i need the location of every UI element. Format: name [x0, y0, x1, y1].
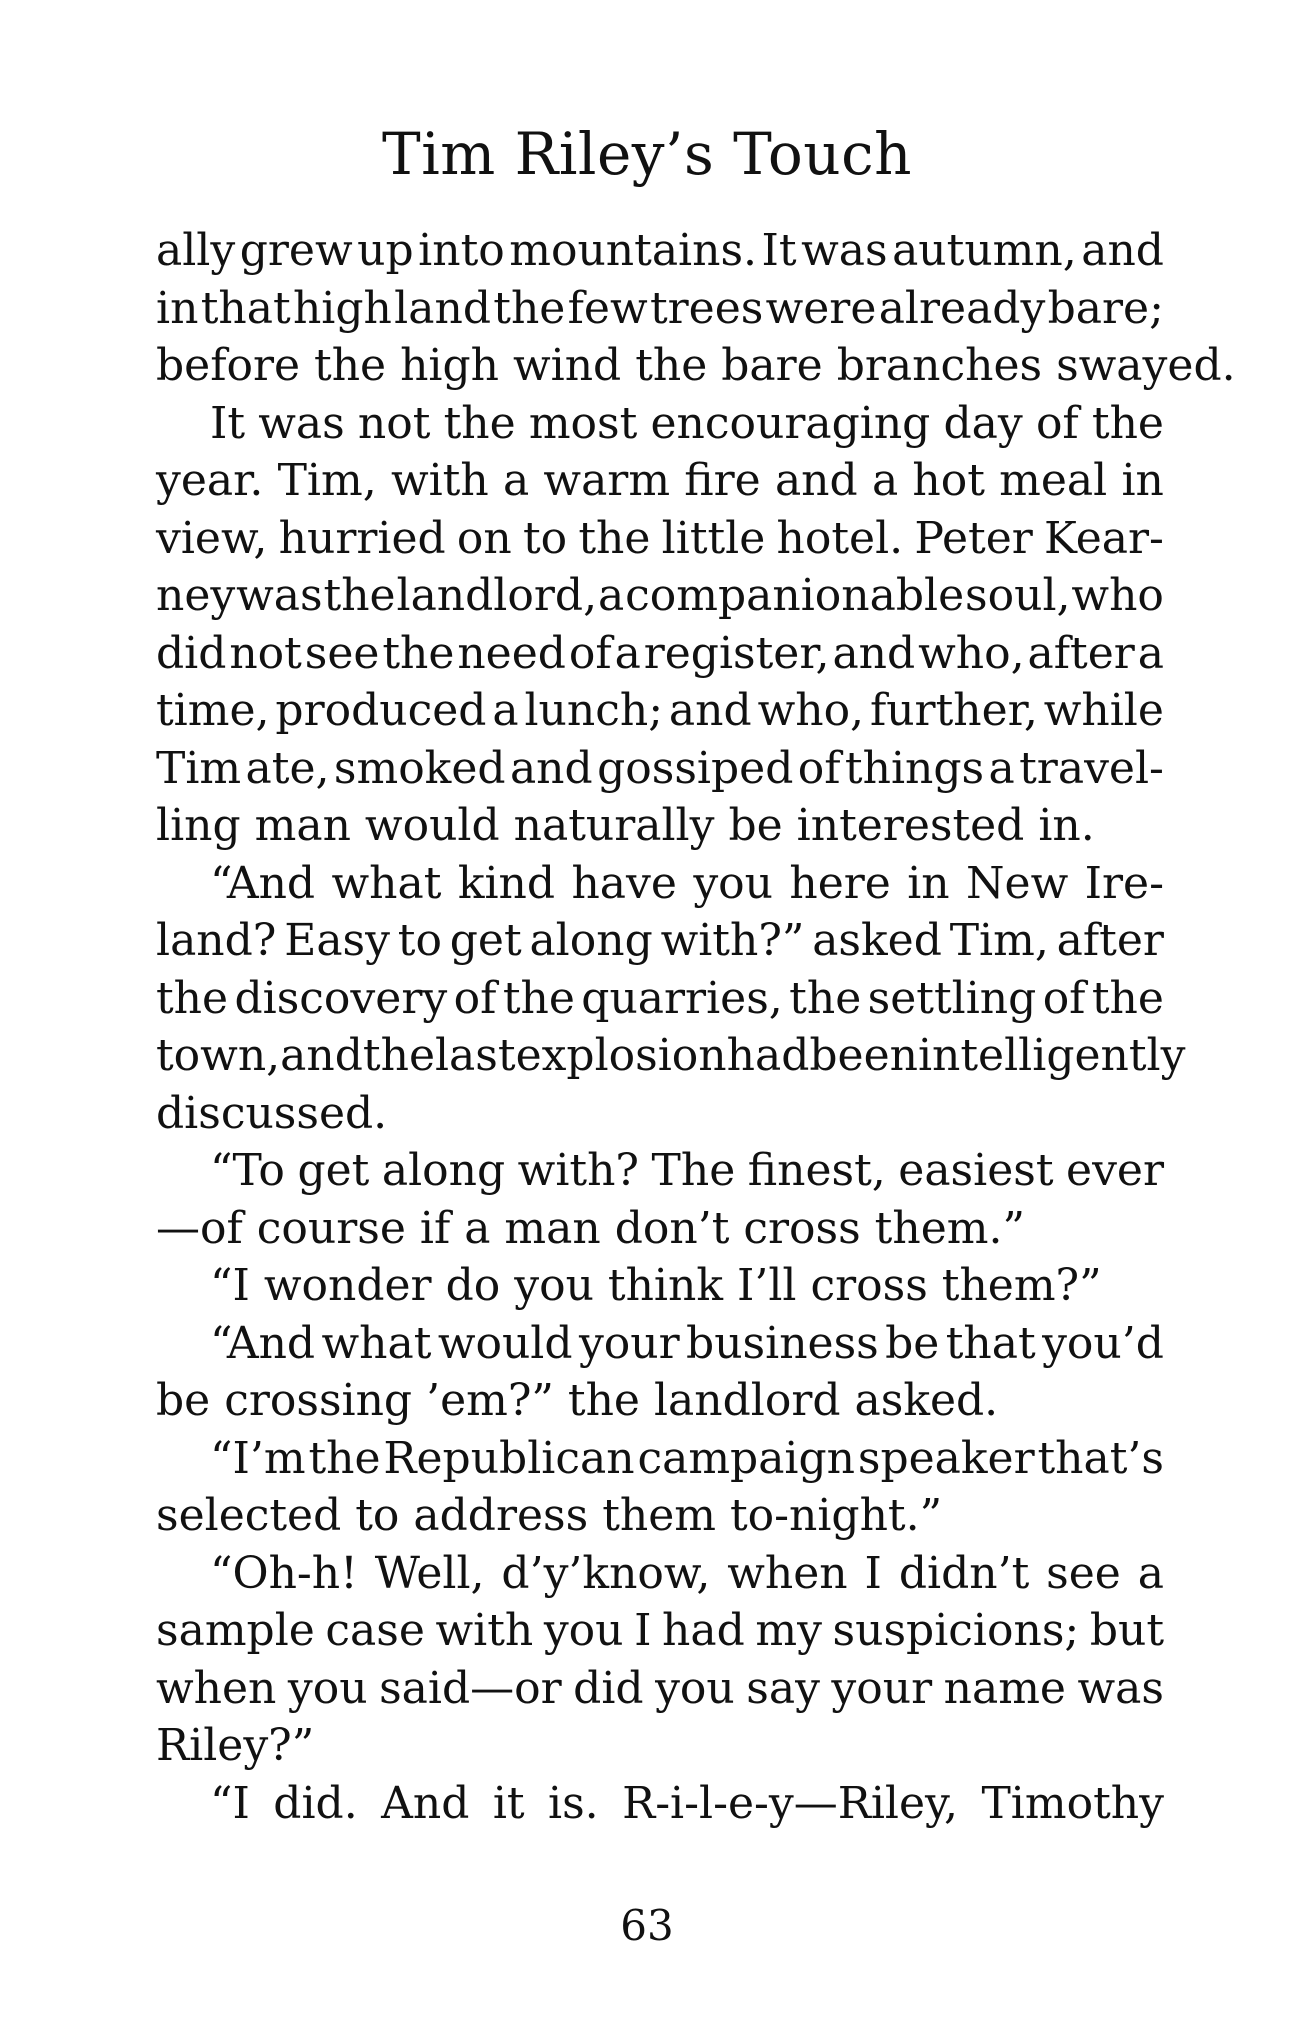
text-line [156, 567, 1164, 625]
text-line [156, 1430, 1164, 1488]
text-line [156, 912, 1164, 970]
word: ever [1066, 1145, 1164, 1196]
word: when [156, 1662, 277, 1714]
word: the [156, 972, 229, 1024]
word: encouraging [650, 397, 931, 449]
word: and [832, 627, 916, 679]
word: of [568, 627, 612, 679]
word: trees [649, 282, 764, 334]
word: kind [457, 857, 556, 909]
word: with? [517, 1145, 640, 1196]
word: ate, [245, 742, 330, 794]
text-line [156, 1660, 1164, 1718]
text-line: discussed. [156, 1087, 388, 1139]
word: d’y’know, [501, 1547, 711, 1599]
word: but [1089, 1605, 1164, 1656]
word: who, [757, 685, 865, 736]
word: didn’t [898, 1547, 1030, 1599]
word: is. [548, 1777, 599, 1829]
word: of [1042, 972, 1086, 1024]
word: intelligently [917, 1030, 1186, 1081]
word: And [381, 1777, 470, 1829]
word: in [907, 857, 950, 909]
running-header: Tim Riley’s Touch [382, 120, 912, 188]
word: in [156, 282, 199, 334]
word: in [1121, 455, 1164, 506]
word: say [746, 1662, 820, 1714]
text-line: ling man would naturally be interested in. [156, 800, 1095, 851]
word: little [661, 512, 766, 564]
word: a [1137, 627, 1164, 679]
word: with [390, 455, 489, 506]
word: travel- [1019, 742, 1164, 794]
word: “Oh-h! [210, 1547, 358, 1599]
word: Timothy [981, 1777, 1164, 1829]
word: hurried [278, 512, 446, 564]
word: finest, [747, 1145, 886, 1196]
word: ney [156, 570, 236, 621]
word: it [492, 1777, 525, 1829]
word: a [502, 455, 530, 506]
word: of [797, 742, 841, 794]
word: have [571, 857, 677, 909]
word: what [331, 857, 442, 909]
word: produced [275, 685, 487, 736]
word: the [1091, 397, 1164, 449]
word: said—or [379, 1662, 562, 1714]
word: soul, [965, 570, 1071, 621]
word: who [1071, 570, 1164, 621]
word: Ire- [1084, 857, 1164, 909]
word: to [522, 512, 568, 564]
word: a [492, 685, 519, 736]
word: warm [543, 455, 671, 506]
word: time, [156, 685, 270, 736]
word: quarries, [581, 972, 783, 1024]
text-line [156, 510, 1164, 568]
word: most [528, 397, 638, 449]
word: “And [210, 857, 316, 909]
word: and [668, 685, 752, 736]
word: up [357, 225, 414, 276]
word: year. [156, 455, 264, 506]
word: sample [156, 1605, 315, 1656]
word: Republican [383, 1432, 635, 1484]
word: The [651, 1145, 736, 1196]
word: It [761, 225, 797, 276]
word: discovery [234, 972, 448, 1024]
word: would [437, 1317, 573, 1369]
word: the [323, 570, 396, 621]
body-text [156, 222, 1236, 1832]
word: that’s [1037, 1432, 1164, 1484]
word: mountains. [509, 225, 758, 276]
word: Well, [374, 1547, 485, 1599]
word: the [493, 282, 566, 334]
word: explosion [515, 1030, 727, 1081]
word: lunch; [524, 685, 664, 736]
word: “To [210, 1145, 285, 1196]
word: be [885, 1317, 940, 1369]
text-line [156, 1027, 1186, 1085]
word: what [321, 1317, 432, 1369]
word: landlord, [396, 570, 598, 621]
word: smoked [333, 742, 506, 794]
word: to [397, 915, 442, 966]
word: land [394, 282, 491, 334]
word: fire [684, 455, 761, 506]
word: you [655, 1662, 735, 1714]
word: few [567, 282, 648, 334]
word: meal [999, 455, 1108, 506]
word: after [1056, 915, 1164, 966]
word: already [878, 282, 1046, 334]
word: “I’m [210, 1432, 306, 1484]
word: asked [812, 915, 942, 966]
text-line: —of course if a man don’t cross them.” [156, 1202, 1025, 1254]
text-line [156, 452, 1164, 510]
word: a [614, 627, 641, 679]
word: not [229, 627, 302, 679]
word: when [727, 1547, 848, 1599]
text-line [156, 855, 1164, 913]
word: the [502, 972, 575, 1024]
word: Tim [156, 742, 242, 794]
word: autumn, [892, 225, 1077, 276]
word: of [453, 972, 497, 1024]
word: case [325, 1605, 425, 1656]
text-line: be crossing ’em?” the landlord asked. [156, 1375, 999, 1426]
word: business [686, 1317, 879, 1369]
word: last [434, 1030, 516, 1081]
word: had [662, 1605, 745, 1656]
word: high [292, 282, 392, 334]
word: did [156, 627, 227, 679]
word: Easy [284, 915, 390, 966]
word: a [1137, 1547, 1164, 1599]
word: your [831, 1662, 933, 1714]
word: town, [156, 1030, 281, 1081]
word: did. [273, 1777, 358, 1829]
word: “I [210, 1777, 250, 1829]
word: that [200, 282, 291, 334]
word: bare; [1047, 282, 1164, 334]
word: grew [239, 225, 353, 276]
word: while [1043, 685, 1164, 736]
word: did [573, 1662, 644, 1714]
text-line [156, 280, 1164, 338]
word: things [844, 742, 985, 794]
word: were [765, 282, 877, 334]
word: I [864, 1547, 882, 1599]
word: here [789, 857, 891, 909]
word: R-i-l-e-y—Riley, [622, 1777, 959, 1829]
word: on [456, 512, 512, 564]
word: ally [156, 225, 236, 276]
word: Tim, [277, 455, 377, 506]
word: you [543, 1605, 624, 1656]
word: campaign [637, 1432, 856, 1484]
word: register, [643, 627, 830, 679]
word: name [943, 1662, 1066, 1714]
text-line [156, 1775, 1164, 1833]
word: gossiped [597, 742, 794, 794]
word: a [871, 455, 899, 506]
word: the [382, 627, 455, 679]
text-line [156, 1142, 1164, 1200]
word: land? [156, 915, 277, 966]
text-line [156, 1602, 1164, 1660]
word: my [755, 1605, 822, 1656]
word: was [801, 225, 888, 276]
word: and [280, 1030, 363, 1081]
word: and [1081, 225, 1164, 276]
word: with [435, 1605, 534, 1656]
word: and [509, 742, 593, 794]
word: had [726, 1030, 810, 1081]
text-line: “I wonder do you think I’ll cross them?” [210, 1260, 1102, 1311]
word: the [443, 397, 516, 449]
word: you [693, 857, 773, 909]
text-line: selected to address them to-night.” [156, 1490, 943, 1541]
word: the [362, 1030, 435, 1081]
word: the [578, 512, 651, 564]
word: who, [918, 627, 1025, 679]
word: with?” [660, 915, 805, 966]
word: you’d [1042, 1317, 1164, 1369]
word: settling [867, 972, 1037, 1024]
word: hot [912, 455, 985, 506]
word: see [1046, 1547, 1121, 1599]
word: that [945, 1317, 1036, 1369]
word: was [258, 397, 345, 449]
word: not [357, 397, 431, 449]
word: easiest [898, 1145, 1054, 1196]
word: need [457, 627, 566, 679]
word: was [236, 570, 323, 621]
word: along [529, 915, 653, 966]
word: It [210, 397, 246, 449]
text-line [156, 395, 1164, 453]
word: I [634, 1605, 652, 1656]
text-line [156, 1545, 1164, 1603]
word: Kear- [1044, 512, 1164, 564]
word: day [943, 397, 1023, 449]
word: suspicions; [832, 1605, 1080, 1656]
word: been [809, 1030, 918, 1081]
word: a [988, 742, 1015, 794]
text-line [156, 970, 1164, 1028]
word: along [381, 1145, 506, 1196]
word: see [304, 627, 380, 679]
word: New [966, 857, 1069, 909]
word: and [774, 455, 858, 506]
word: into [418, 225, 505, 276]
word: your [578, 1317, 680, 1369]
text-line [156, 1315, 1164, 1373]
word: the [789, 972, 862, 1024]
word: a [597, 570, 625, 621]
word: speaker [857, 1432, 1035, 1484]
text-line: before the high wind the bare branches swayed. [156, 340, 1236, 391]
word: view, [156, 512, 268, 564]
word: after [1027, 627, 1135, 679]
word: companionable [625, 570, 965, 621]
word: get [297, 1145, 370, 1196]
word: get [449, 915, 522, 966]
text-line: Riley?” [156, 1720, 315, 1771]
word: Tim, [949, 915, 1049, 966]
word: Peter [914, 512, 1033, 564]
word: of [1035, 397, 1079, 449]
word: further, [869, 685, 1038, 736]
word: the [1091, 972, 1164, 1024]
word: the [308, 1432, 381, 1484]
word: “And [210, 1317, 316, 1369]
page-number: 63 [620, 1901, 674, 1950]
word: you [287, 1662, 368, 1714]
text-line [156, 740, 1164, 798]
text-line [156, 222, 1164, 280]
text-line [156, 682, 1164, 740]
text-line [156, 625, 1164, 683]
word: hotel. [776, 512, 904, 564]
word: was [1077, 1662, 1164, 1714]
